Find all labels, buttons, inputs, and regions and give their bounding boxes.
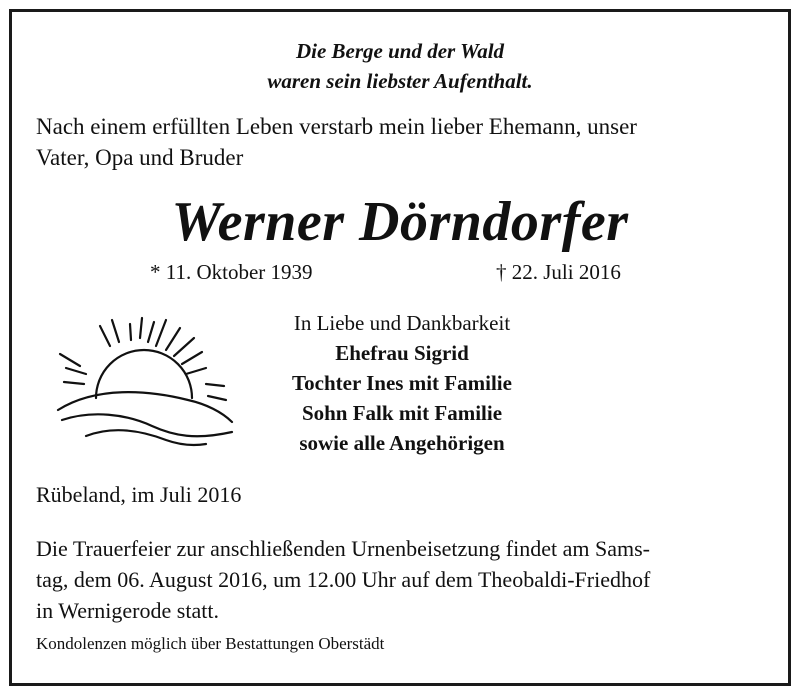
- motto-line-2: waren sein liebster Aufenthalt.: [267, 69, 533, 93]
- mourners-list: [252, 308, 552, 458]
- death-date: † 22. Juli 2016: [496, 260, 621, 284]
- birth-date: * 11. Oktober 1939: [150, 260, 313, 284]
- service-line-3: in Wernigerode statt.: [36, 598, 219, 623]
- mourner-name: Sohn Falk mit Familie: [301, 401, 503, 425]
- sunset-over-hills-icon: [56, 312, 234, 447]
- place-date: Rübeland, im Juli 2016: [36, 482, 242, 507]
- motto-line-1: Die Berge und der Wald: [295, 39, 505, 63]
- deceased-name: Werner Dörndorfer: [171, 191, 629, 253]
- mourners-intro: In Liebe und Dankbarkeit: [293, 311, 511, 335]
- condolences-note: Kondolenzen möglich über Bestattungen Oberstädt: [36, 634, 385, 653]
- intro-line-1: Nach einem erfüllten Leben verstarb mein lieber Ehemann, unser: [36, 114, 637, 139]
- funeral-service-info: [36, 533, 766, 626]
- intro-text: [36, 111, 766, 173]
- service-line-2: tag, dem 06. August 2016, um 12.00 Uhr auf dem Theobaldi-Friedhof: [36, 567, 651, 592]
- intro-line-2: Vater, Opa und Bruder: [36, 145, 244, 170]
- mourner-name: Ehefrau Sigrid: [335, 341, 469, 365]
- obituary-notice: [9, 9, 791, 686]
- motto: [12, 36, 788, 96]
- mourner-name: Tochter Ines mit Familie: [292, 371, 512, 395]
- service-line-1: Die Trauerfeier zur anschließenden Urnenbeisetzung findet am Sams-: [36, 536, 650, 561]
- mourner-name: sowie alle Angehörigen: [299, 431, 505, 455]
